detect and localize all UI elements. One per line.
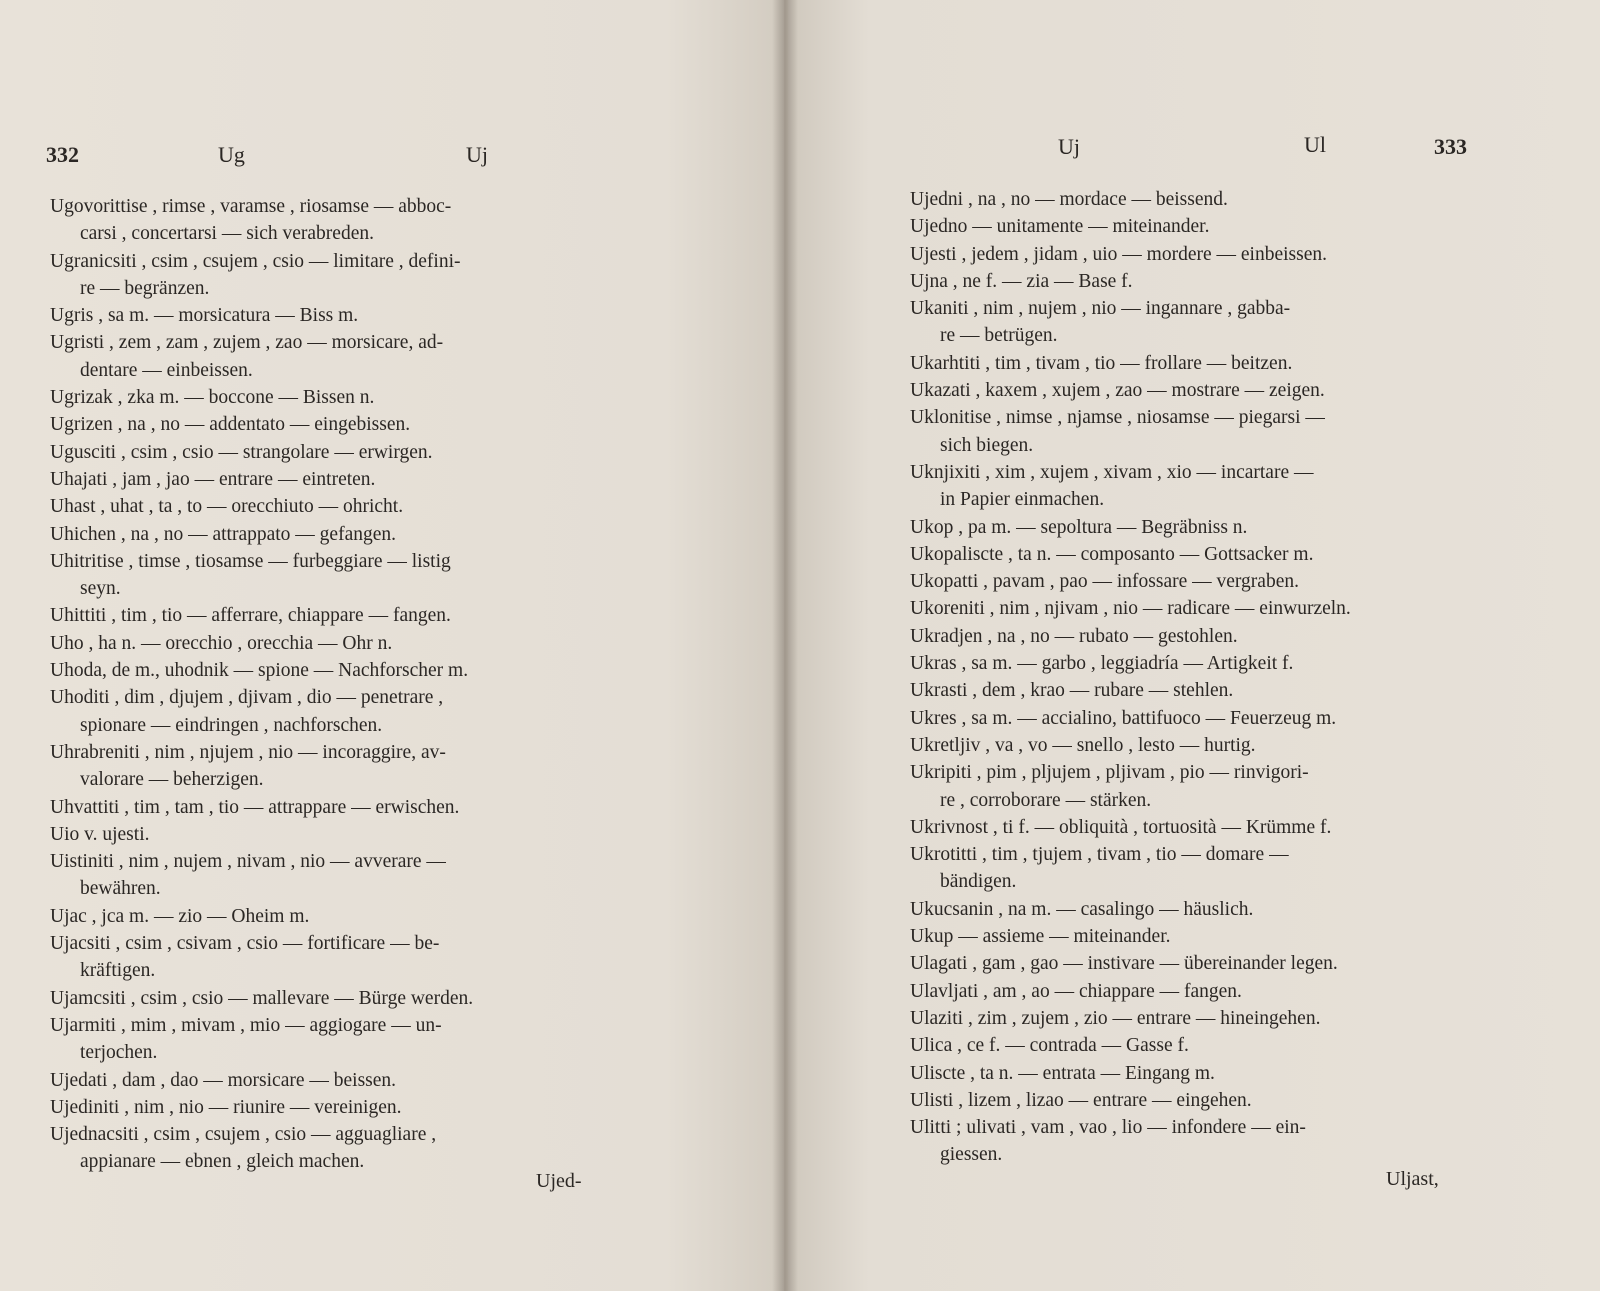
dictionary-line: Ulaziti , zim , zujem , zio — entrare — hineingehen. xyxy=(910,1007,1321,1029)
dictionary-line: Ujednacsiti , csim , csujem , csio — agguagliare , xyxy=(50,1124,437,1146)
left-page xyxy=(0,0,784,1291)
dictionary-line: Ujedati , dam , dao — morsicare — beissen. xyxy=(50,1069,397,1091)
dictionary-line: carsi , concertarsi — sich verabreden. xyxy=(80,223,374,245)
right-header-right: Ul xyxy=(1304,132,1326,157)
dictionary-line: terjochen. xyxy=(80,1042,158,1064)
dictionary-line: Ukres , sa m. — accialino, battifuoco — Feuerzeug m. xyxy=(910,707,1337,729)
dictionary-line: Uhitritise , timse , tiosamse — furbeggiare — listig xyxy=(50,550,451,572)
dictionary-line: Ugusciti , csim , csio — strangolare — erwirgen. xyxy=(50,441,433,463)
dictionary-line: Ujarmiti , mim , mivam , mio — aggiogare — un- xyxy=(50,1014,442,1036)
dictionary-line: re — begränzen. xyxy=(80,277,210,299)
dictionary-line: Ukoreniti , nim , njivam , nio — radicare — einwurzeln. xyxy=(910,598,1351,620)
dictionary-line: Ulisti , lizem , lizao — entrare — eingehen. xyxy=(910,1089,1252,1111)
dictionary-line: Ukripiti , pim , pljujem , pljivam , pio — rinvigori- xyxy=(910,762,1309,784)
dictionary-line: Ukopaliscte , ta n. — composanto — Gottsacker m. xyxy=(910,543,1314,565)
dictionary-line: Ujediniti , nim , nio — riunire — vereinigen. xyxy=(50,1096,402,1118)
dictionary-line: Ujac , jca m. — zio — Oheim m. xyxy=(50,905,310,927)
left-page-number: 332 xyxy=(46,142,79,167)
dictionary-line: Ukretljiv , va , vo — snello , lesto — hurtig. xyxy=(910,734,1256,756)
dictionary-line: Ugovorittise , rimse , varamse , riosamse — abbоc- xyxy=(50,196,452,217)
right-page-number: 333 xyxy=(1434,134,1467,159)
right-entries xyxy=(910,186,1580,1169)
dictionary-line: Uliscte , ta n. — entrata — Eingang m. xyxy=(910,1062,1215,1084)
dictionary-line: Ulagati , gam , gao — instivare — übereinander legen. xyxy=(910,953,1338,975)
dictionary-line: Ugristi , zem , zam , zujem , zao — morsicare, ad- xyxy=(50,332,444,354)
dictionary-line: Uio v. ujesti. xyxy=(50,823,150,845)
dictionary-line: Ukarhtiti , tim , tivam , tio — frollare — beitzen. xyxy=(910,352,1293,374)
dictionary-line: Uho , ha n. — orecchio , orecchia — Ohr n. xyxy=(50,632,393,654)
dictionary-line: dentare — einbeissen. xyxy=(80,359,253,381)
dictionary-line: Uistiniti , nim , nujem , nivam , nio — avverare — xyxy=(50,851,446,873)
dictionary-line: Uhichen , na , no — attrappato — gefangen. xyxy=(50,523,397,545)
dictionary-line: valorare — beherzigen. xyxy=(80,769,264,791)
left-header-left: Ug xyxy=(218,142,245,167)
dictionary-line: appianare — ebnen , gleich machen. xyxy=(80,1151,365,1173)
dictionary-line: Ukucsanin , na m. — casalingo — häuslich. xyxy=(910,898,1254,920)
dictionary-line: Ugranicsiti , csim , csujem , csio — limitare , defini- xyxy=(50,250,461,272)
dictionary-line: Uhoditi , dim , djujem , djivam , dio — penetrare , xyxy=(50,687,444,709)
right-page xyxy=(788,0,1600,1291)
book-gutter xyxy=(772,0,798,1291)
dictionary-line: Uklonitise , nimse , njamse , niosamse — piegarsi — xyxy=(910,407,1325,429)
left-catchword: Ujed- xyxy=(536,1170,582,1192)
dictionary-line: Uhrabreniti , nim , njujem , nio — incoraggire, av- xyxy=(50,741,446,763)
dictionary-line: kräftigen. xyxy=(80,960,156,982)
dictionary-line: Ukrivnost , ti f. — obliquità , tortuosità — Krümme f. xyxy=(910,816,1332,838)
dictionary-line: Uhast , uhat , ta , to — orecchiuto — ohricht. xyxy=(50,496,404,518)
dictionary-line: Ukrasti , dem , krao — rubare — stehlen. xyxy=(910,680,1234,702)
dictionary-line: Ujna , ne f. — zia — Base f. xyxy=(910,270,1133,292)
dictionary-line: giessen. xyxy=(940,1144,1003,1166)
dictionary-line: Ujedno — unitamente — miteinander. xyxy=(910,216,1210,238)
dictionary-line: bändigen. xyxy=(940,871,1017,893)
dictionary-line: Ukop , pa m. — sepoltura — Begräbniss n. xyxy=(910,516,1248,538)
dictionary-line: Uhajati , jam , jao — entrare — eintreten. xyxy=(50,468,376,490)
dictionary-line: spionare — eindringen , nachforschen. xyxy=(80,714,383,736)
dictionary-line: re , corroborare — stärken. xyxy=(940,789,1152,811)
dictionary-line: re — betrügen. xyxy=(940,325,1058,347)
right-header-left: Uj xyxy=(1058,134,1080,159)
dictionary-line: Ujesti , jedem , jidam , uio — mordere — einbeissen. xyxy=(910,243,1327,265)
dictionary-line: Ukaniti , nim , nujem , nio — ingannare , gabba- xyxy=(910,298,1291,320)
dictionary-line: Ukras , sa m. — garbo , leggiadría — Artigkeit f. xyxy=(910,653,1294,675)
dictionary-line: Ulica , ce f. — contrada — Gasse f. xyxy=(910,1035,1189,1057)
dictionary-line: Ukup — assieme — miteinander. xyxy=(910,926,1171,948)
dictionary-line: Ulavljati , am , ao — chiappare — fangen. xyxy=(910,980,1242,1002)
dictionary-line: Ukrotitti , tim , tjujem , tivam , tio — domare — xyxy=(910,844,1289,866)
dictionary-line: Ujamcsiti , csim , csio — mallevare — Bürge werden. xyxy=(50,987,474,1009)
dictionary-line: Uknjixiti , xim , xujem , xivam , xio — incartare — xyxy=(910,461,1314,483)
dictionary-line: Ujacsiti , csim , csivam , csio — fortificare — be- xyxy=(50,933,440,955)
dictionary-line: Ugrizak , zka m. — boccone — Bissen n. xyxy=(50,387,375,409)
dictionary-line: Ugris , sa m. — morsicatura — Biss m. xyxy=(50,305,359,327)
dictionary-line: Uhvattiti , tim , tam , tio — attrappare — erwischen. xyxy=(50,796,460,818)
right-catchword: Uljast, xyxy=(1386,1168,1439,1190)
dictionary-line: Ulitti ; ulivati , vam , vao , lio — infondere — ein- xyxy=(910,1117,1306,1139)
dictionary-line: in Papier einmachen. xyxy=(940,489,1105,511)
dictionary-line: Ukradjen , na , no — rubato — gestohlen. xyxy=(910,625,1238,647)
left-header-right: Uj xyxy=(466,142,488,167)
dictionary-line: Uhoda, de m., uhodnik — spione — Nachforscher m. xyxy=(50,660,469,682)
dictionary-line: seyn. xyxy=(80,578,121,600)
dictionary-line: Ukopatti , pavam , pao — infossare — vergraben. xyxy=(910,571,1299,593)
dictionary-line: Ugrizen , na , no — addentato — eingebissen. xyxy=(50,414,411,436)
dictionary-line: Uhittiti , tim , tio — afferrare, chiappare — fangen. xyxy=(50,605,451,627)
dictionary-line: sich biegen. xyxy=(940,434,1034,456)
dictionary-line: Ujedni , na , no — mordace — beissend. xyxy=(910,189,1228,210)
dictionary-line: bewähren. xyxy=(80,878,161,900)
dictionary-line: Ukazati , kaxem , xujem , zao — mostrare — zeigen. xyxy=(910,380,1325,402)
left-entries xyxy=(50,193,740,1176)
